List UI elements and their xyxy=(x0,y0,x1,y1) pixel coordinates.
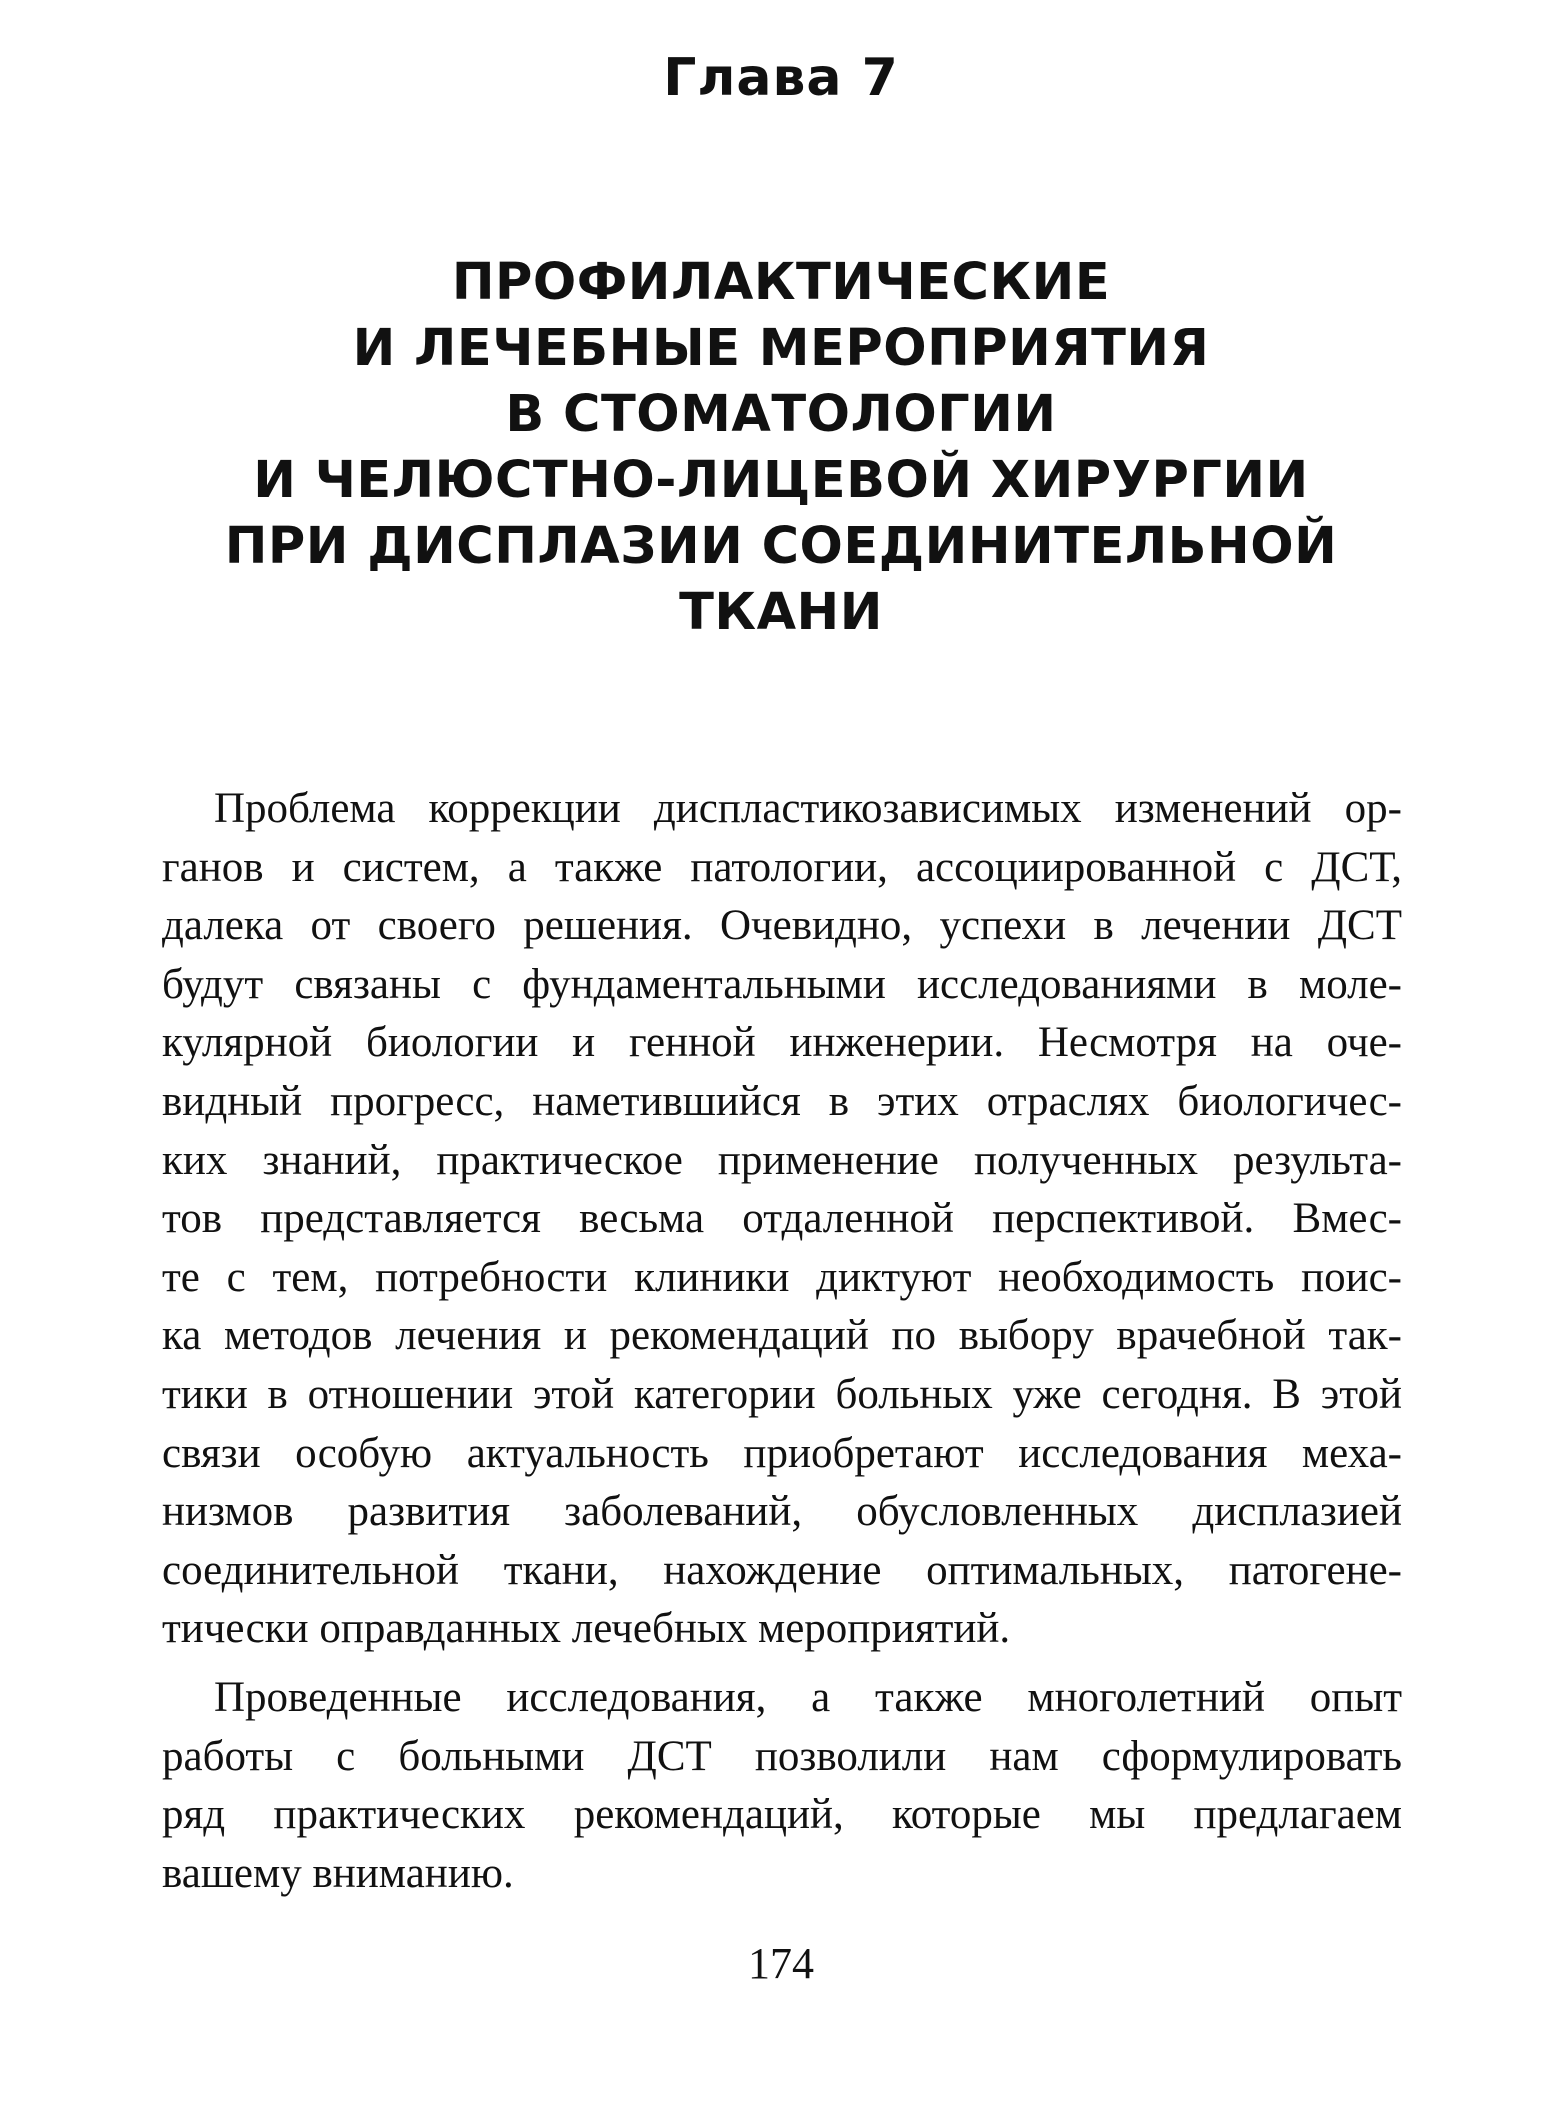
text-line: ряд практических рекомендаций, которые мы предлагаем xyxy=(162,1791,1402,1839)
chapter-title xyxy=(150,250,1412,646)
text-line: ка методов лечения и рекомендаций по выбору врачебной так- xyxy=(162,1312,1402,1360)
text-line: Проведенные исследования, а также многолетний опыт xyxy=(214,1673,1402,1721)
chapter-title-line: В СТОМАТОЛОГИИ xyxy=(505,385,1057,444)
text-line: будут связаны с фундаментальными исследованиями в моле- xyxy=(162,960,1402,1008)
text-line: тически оправданных лечебных мероприятий. xyxy=(162,1605,1011,1653)
text-line: работы с больными ДСТ позволили нам сформулировать xyxy=(162,1732,1402,1780)
text-line: кулярной биологии и генной инженерии. Несмотря на оче- xyxy=(162,1019,1402,1067)
chapter-title-line: ПРИ ДИСПЛАЗИИ СОЕДИНИТЕЛЬНОЙ xyxy=(224,517,1338,576)
page-number: 174 xyxy=(748,1939,814,1988)
text-line: ких знаний, практическое применение полученных результа- xyxy=(162,1136,1402,1184)
text-line: ганов и систем, а также патологии, ассоциированной с ДСТ, xyxy=(162,843,1402,891)
text-line: вашему вниманию. xyxy=(162,1849,514,1897)
paragraph-1 xyxy=(162,780,1402,1659)
text-line: Проблема коррекции диспластикозависимых изменений ор- xyxy=(214,785,1402,832)
body-text xyxy=(162,780,1402,1913)
text-line: те с тем, потребности клиники диктуют необходимость поис- xyxy=(162,1253,1402,1301)
text-line: тики в отношении этой категории больных уже сегодня. В этой xyxy=(162,1370,1402,1418)
text-line: видный прогресс, наметившийся в этих отраслях биологичес- xyxy=(162,1077,1402,1125)
text-line: соединительной ткани, нахождение оптимальных, патогене- xyxy=(162,1546,1402,1594)
chapter-label: Глава 7 xyxy=(663,48,899,108)
text-line: тов представляется весьма отдаленной перспективой. Вмес- xyxy=(162,1195,1402,1243)
chapter-title-line: И ЧЕЛЮСТНО-ЛИЦЕВОЙ ХИРУРГИИ xyxy=(253,451,1309,510)
chapter-title-line: ПРОФИЛАКТИЧЕСКИЕ xyxy=(451,253,1111,312)
chapter-title-line: И ЛЕЧЕБНЫЕ МЕРОПРИЯТИЯ xyxy=(352,319,1210,378)
text-line: низмов развития заболеваний, обусловленных дисплазией xyxy=(162,1488,1402,1536)
chapter-title-line: ТКАНИ xyxy=(679,583,883,642)
text-line: далека от своего решения. Очевидно, успехи в лечении ДСТ xyxy=(162,902,1402,950)
text-line: связи особую актуальность приобретают исследования меха- xyxy=(162,1429,1402,1477)
paragraph-2 xyxy=(162,1669,1402,1903)
